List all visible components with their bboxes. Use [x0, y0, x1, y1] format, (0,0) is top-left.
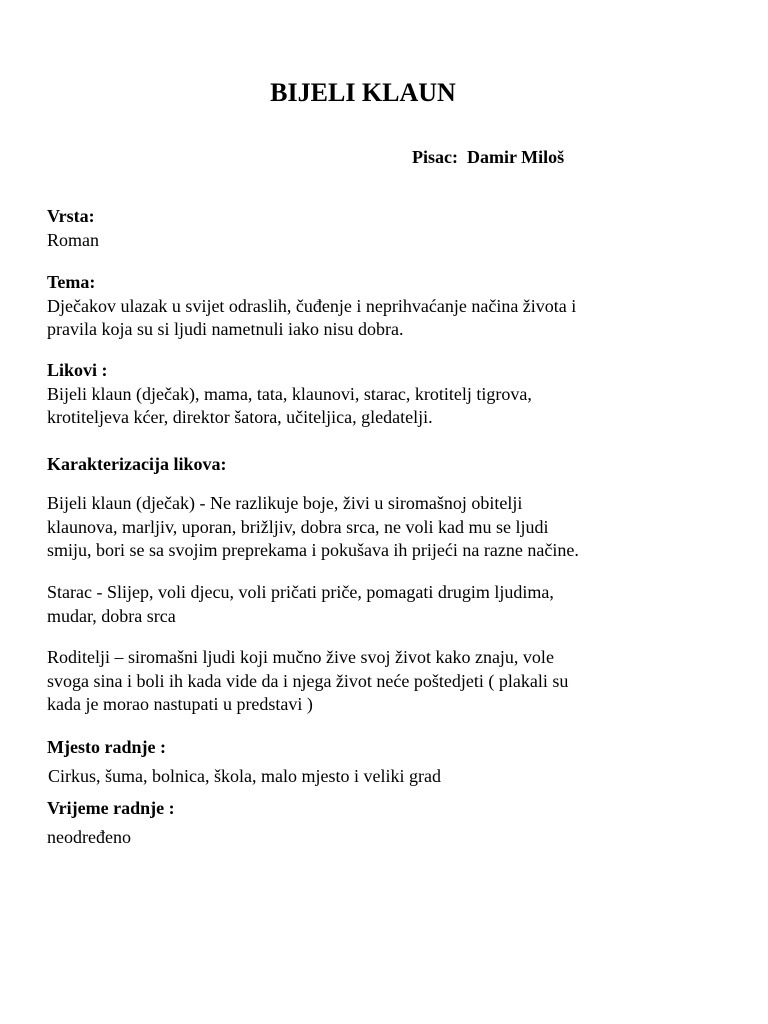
vrijeme-value-block [47, 826, 727, 850]
vrijeme-heading: Vrijeme radnje : [47, 798, 175, 818]
section-mjesto [47, 736, 727, 760]
tema-line: pravila koja su si ljudi nametnuli iako nisu dobra. [47, 319, 404, 339]
document-title: BIJELI KLAUN [270, 78, 456, 107]
author-name: Damir Miloš [466, 147, 565, 167]
tema-heading: Tema: [47, 272, 96, 292]
paragraph-starac [47, 581, 727, 628]
tema-line: Dječakov ulazak u svijet odraslih, čuđenje i neprihvaćanje načina života i [47, 295, 577, 316]
bijeli-klaun-line: Bijeli klaun (dječak) - Ne razlikuje boje, živi u siromašnoj obitelji [47, 493, 523, 513]
section-vrsta [47, 205, 727, 252]
bijeli-klaun-line: smiju, bori se sa svojim preprekama i pokušava ih prijeći na razne načine. [47, 540, 579, 560]
section-karakterizacija [47, 453, 727, 477]
roditelji-line: svoga sina i boli ih kada vide da i njega život neće poštedjeti ( plakali su [47, 670, 569, 691]
mjesto-heading: Mjesto radnje : [47, 737, 166, 757]
likovi-line: Bijeli klaun (dječak), mama, tata, klaunovi, starac, krotitelj tigrova, [47, 383, 532, 404]
starac-line: Starac - Slijep, voli djecu, voli pričati priče, pomagati drugim ljudima, [47, 582, 554, 602]
section-tema [47, 271, 727, 342]
vrsta-heading: Vrsta: [47, 206, 95, 226]
likovi-line: krotiteljeva kćer, direktor šatora, učiteljica, gledatelji. [47, 407, 433, 427]
mjesto-value-block [48, 765, 728, 789]
karakterizacija-heading: Karakterizacija likova: [47, 454, 227, 474]
mjesto-value: Cirkus, šuma, bolnica, škola, malo mjesto i veliki grad [48, 766, 441, 786]
section-vrijeme [47, 797, 727, 821]
starac-line: mudar, dobra srca [47, 605, 176, 626]
section-likovi [47, 359, 727, 430]
vrijeme-value: neodređeno [47, 827, 131, 847]
bijeli-klaun-line: klaunova, marljiv, uporan, brižljiv, dobra srca, ne voli kad mu se ljudi [47, 516, 549, 537]
roditelji-line: Roditelji – siromašni ljudi koji mučno žive svoj život kako znaju, vole [47, 647, 554, 667]
paragraph-bijeli-klaun [47, 492, 727, 563]
author-line [412, 146, 564, 168]
vrsta-value: Roman [47, 229, 99, 250]
roditelji-line: kada je morao nastupati u predstavi ) [47, 694, 313, 714]
likovi-heading: Likovi : [47, 360, 108, 380]
paragraph-roditelji [47, 646, 727, 717]
author-label: Pisac: [412, 147, 458, 167]
